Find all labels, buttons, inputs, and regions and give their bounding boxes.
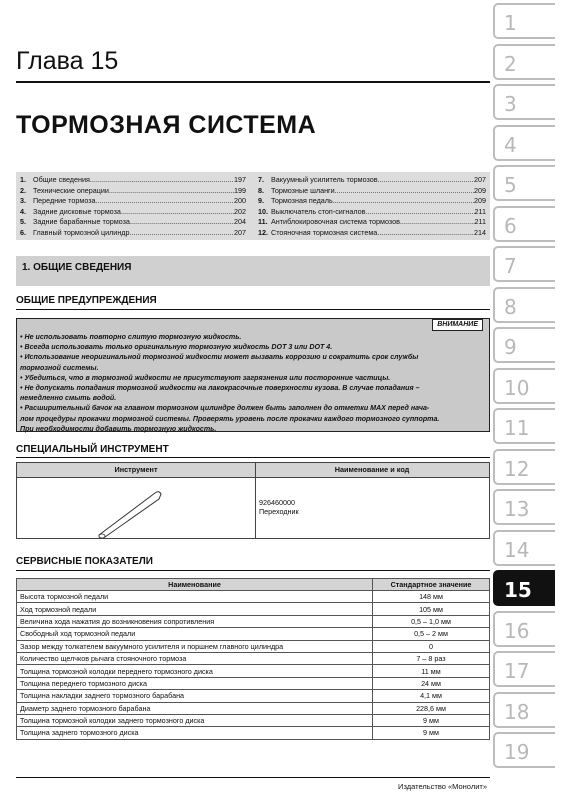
service-param-name: Высота тормозной педали: [17, 591, 373, 603]
toc-item-page: 204: [234, 217, 246, 227]
toc-item-number: 6.: [20, 227, 26, 237]
table-row: [17, 714, 490, 726]
service-param-value: 7 – 8 раз: [373, 652, 490, 664]
chapter-tab[interactable]: 8: [493, 287, 555, 323]
warning-line: При необходимости добавить тормозную жидкость.: [20, 424, 217, 433]
warning-line: • Использование неоригинальной тормозной жидкости может вызвать коррозию и сократить срок службы: [20, 353, 419, 362]
publisher: Издательство «Монолит»: [398, 782, 487, 791]
warning-line: • Не использовать повторно слитую тормозную жидкость.: [20, 333, 242, 341]
service-param-value: 9 мм: [373, 714, 490, 726]
service-param-value: 0: [373, 640, 490, 652]
service-param-name: Ход тормозной педали: [17, 603, 373, 615]
toc-item-page: 197: [234, 175, 246, 184]
service-param-value: 105 мм: [373, 603, 490, 615]
chapter-label: Глава 15: [16, 47, 119, 75]
warning-text: [20, 332, 485, 434]
toc-item-page: 211: [474, 217, 486, 227]
toc-left-column: [20, 175, 246, 239]
tool-name: Переходник: [259, 507, 299, 516]
chapter-tab[interactable]: 1: [493, 3, 555, 39]
toc-item-number: 5.: [20, 217, 26, 227]
toc-dot-leader: [333, 196, 474, 207]
toc-item[interactable]: [20, 207, 246, 218]
toc-item-number: 3.: [20, 196, 26, 206]
toc-item-title: Вакуумный усилитель тормозов: [271, 175, 378, 184]
toc-item-number: 7.: [258, 175, 264, 184]
warning-line: • Убедиться, что в тормозной жидкости не присутствуют загрязнения или посторонние частицы.: [20, 373, 391, 382]
toc-item-title: Задние дисковые тормоза: [33, 206, 121, 216]
toc-item-title: Главный тормозной цилиндр: [33, 227, 130, 237]
table-row: [17, 702, 490, 714]
tools-col-name: Наименование и код: [334, 465, 410, 474]
toc-item[interactable]: [20, 186, 246, 197]
service-param-name: Свободный ход тормозной педали: [17, 628, 373, 640]
tool-code: 926460000: [259, 498, 295, 507]
toc-item-title: Антиблокировочная система тормозов: [271, 217, 400, 227]
table-row: [17, 603, 490, 615]
service-param-name: Зазор между толкателем вакуумного усилителя и поршнем главного цилиндра: [17, 640, 373, 652]
table-row: [17, 652, 490, 664]
chapter-tab[interactable]: 4: [493, 125, 555, 161]
chapter-tab[interactable]: 6: [493, 206, 555, 242]
tools-rule: [16, 457, 490, 458]
toc-item-page: 207: [474, 175, 486, 184]
service-param-value: 9 мм: [373, 727, 490, 739]
toc-item[interactable]: [20, 196, 246, 207]
warnings-heading: ОБЩИЕ ПРЕДУПРЕЖДЕНИЯ: [16, 295, 157, 306]
chapter-tab[interactable]: 12: [493, 449, 555, 485]
chapter-tab[interactable]: 9: [493, 327, 555, 363]
service-param-value: 148 мм: [373, 591, 490, 603]
section-bar: [16, 256, 490, 286]
toc-item-title: Тормозная педаль: [271, 196, 333, 206]
warning-badge: ВНИМАНИЕ: [432, 319, 483, 331]
toc-dot-leader: [365, 207, 474, 218]
tools-table-divider: [255, 463, 256, 538]
toc-dot-leader: [130, 217, 234, 228]
toc-item[interactable]: [258, 196, 486, 207]
chapter-tab[interactable]: 7: [493, 246, 555, 282]
toc-item-page: 200: [234, 196, 246, 206]
service-param-name: Диаметр заднего тормозного барабана: [17, 702, 373, 714]
tools-table: [16, 462, 490, 539]
chapter-tab[interactable]: 16: [493, 611, 555, 647]
toc-item-number: 11.: [258, 217, 268, 227]
chapter-tab[interactable]: 18: [493, 692, 555, 728]
warning-line: • Не допускать попадания тормозной жидкости на лакокрасочные поверхности кузова. В случае попадания –: [20, 384, 420, 393]
service-param-name: Толщина заднего тормозного диска: [17, 727, 373, 739]
chapter-tab[interactable]: 10: [493, 368, 555, 404]
chapter-tab[interactable]: 15: [493, 570, 555, 606]
service-param-name: Толщина тормозной колодки переднего тормозного диска: [17, 665, 373, 677]
service-param-name: Толщина накладки заднего тормозного барабана: [17, 690, 373, 702]
table-row: [17, 615, 490, 627]
toc-dot-leader: [129, 228, 234, 239]
toc-item-title: Технические операции: [33, 185, 109, 195]
toc-dot-leader: [400, 217, 475, 228]
warning-line: • Расширительный бачок на главном тормозном цилиндре должен быть заполнен до отметки MAX перед нача-: [20, 404, 430, 413]
toc-right-column: [258, 175, 486, 239]
toc-item[interactable]: [258, 207, 486, 218]
toc-item-number: 1.: [20, 175, 26, 184]
service-param-value: 24 мм: [373, 677, 490, 689]
table-row: [17, 591, 490, 603]
chapter-tab[interactable]: 13: [493, 489, 555, 525]
adapter-tool-image: [91, 485, 191, 539]
toc-item-title: Выключатель стоп-сигналов: [271, 206, 366, 216]
toc-dot-leader: [121, 207, 234, 218]
toc-item[interactable]: [20, 228, 246, 239]
service-table: [16, 578, 490, 740]
service-param-name: Толщина переднего тормозного диска: [17, 677, 373, 689]
table-row: [17, 665, 490, 677]
chapter-tab[interactable]: 11: [493, 408, 555, 444]
toc-item[interactable]: [258, 186, 486, 197]
toc-dot-leader: [335, 186, 474, 197]
warnings-rule: [16, 309, 490, 310]
toc-item-number: 9.: [258, 196, 264, 206]
table-row: [17, 677, 490, 689]
warning-line: лом процедуры прокачки тормозной системы. Проверять уровень после прокачки каждого тормозного суппорта.: [20, 414, 440, 423]
table-row: [17, 628, 490, 640]
toc-item-page: 209: [474, 185, 486, 195]
toc-dot-leader: [90, 175, 234, 186]
service-rule: [16, 570, 490, 571]
toc-item-page: 211: [474, 206, 486, 216]
section-title: 1. ОБЩИЕ СВЕДЕНИЯ: [22, 262, 132, 273]
warning-box: [16, 318, 490, 432]
service-param-name: Количество щелчков рычага стояночного тормоза: [17, 652, 373, 664]
service-param-value: 11 мм: [373, 665, 490, 677]
table-of-contents: [16, 172, 490, 240]
toc-item-number: 12.: [258, 227, 268, 237]
service-col-value: Стандартное значение: [373, 579, 490, 591]
service-param-value: 0,5 – 1,0 мм: [373, 615, 490, 627]
chapter-tab[interactable]: 19: [493, 732, 555, 768]
toc-item-page: 199: [234, 185, 246, 195]
service-param-value: 228,6 мм: [373, 702, 490, 714]
service-param-name: Величина хода нажатия до возникновения сопротивления: [17, 615, 373, 627]
toc-dot-leader: [377, 228, 474, 239]
toc-item-title: Стояночная тормозная система: [271, 227, 378, 237]
chapter-tabs: [493, 0, 565, 800]
toc-item[interactable]: [258, 228, 486, 239]
bottom-rule: [16, 777, 490, 778]
toc-item-page: 207: [234, 227, 246, 237]
chapter-tab[interactable]: 5: [493, 165, 555, 201]
toc-item-title: Передние тормоза: [33, 196, 96, 206]
service-param-value: 0,5 – 2 мм: [373, 628, 490, 640]
tools-heading: СПЕЦИАЛЬНЫЙ ИНСТРУМЕНТ: [16, 444, 169, 455]
top-rule: [16, 81, 490, 83]
toc-item-title: Задние барабанные тормоза: [33, 217, 130, 227]
warning-line: немедленно смыть водой.: [20, 394, 117, 403]
warning-line: • Всегда использовать только оригинальную тормозную жидкость DOT 3 или DOT 4.: [20, 343, 333, 352]
toc-item[interactable]: [258, 217, 486, 228]
service-param-name: Толщина тормозной колодки заднего тормозного диска: [17, 714, 373, 726]
service-col-name: Наименование: [17, 579, 373, 591]
warning-line: тормозной системы.: [20, 363, 99, 372]
chapter-tab[interactable]: 17: [493, 651, 555, 687]
toc-item-number: 8.: [258, 185, 264, 195]
page-title: ТОРМОЗНАЯ СИСТЕМА: [16, 111, 317, 139]
service-param-value: 4,1 мм: [373, 690, 490, 702]
toc-dot-leader: [109, 186, 234, 197]
toc-item-number: 10.: [258, 206, 268, 216]
toc-item-title: Общие сведения: [33, 175, 90, 184]
toc-item-page: 202: [234, 206, 246, 216]
toc-item[interactable]: [20, 175, 246, 186]
toc-dot-leader: [96, 196, 234, 207]
toc-item-page: 209: [474, 196, 486, 206]
service-heading: СЕРВИСНЫЕ ПОКАЗАТЕЛИ: [16, 556, 153, 567]
toc-item[interactable]: [258, 175, 486, 186]
table-row: [17, 640, 490, 652]
toc-item-number: 4.: [20, 206, 26, 216]
toc-item[interactable]: [20, 217, 246, 228]
tools-col-tool: Инструмент: [114, 465, 158, 474]
tools-table-header: [17, 463, 489, 478]
toc-item-number: 2.: [20, 185, 26, 195]
toc-item-title: Тормозные шланги: [271, 185, 335, 195]
table-row: [17, 727, 490, 739]
chapter-tab[interactable]: 3: [493, 84, 555, 120]
chapter-tab[interactable]: 14: [493, 530, 555, 566]
table-row: [17, 690, 490, 702]
toc-item-page: 214: [474, 227, 486, 237]
chapter-tab[interactable]: 2: [493, 44, 555, 80]
toc-dot-leader: [378, 175, 474, 186]
